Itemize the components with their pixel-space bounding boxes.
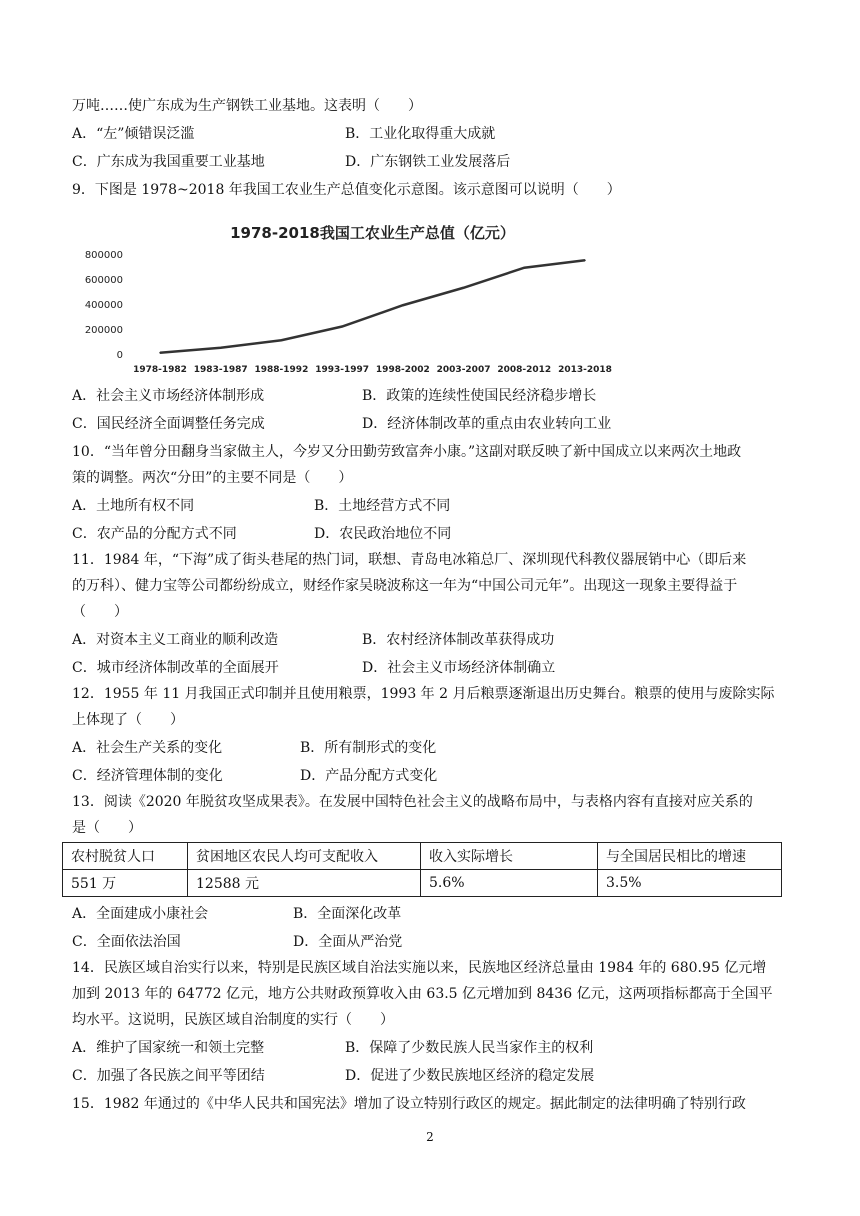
- q8-option-d: D．广东钢铁工业发展落后: [345, 154, 511, 170]
- q11-option-c: C．城市经济体制改革的全面展开: [72, 660, 279, 676]
- data-point: [341, 326, 343, 328]
- q10-stem-line2: 策的调整。两次“分田”的主要不同是（ ）: [72, 470, 353, 486]
- q14-option-c: C．加强了各民族之间平等团结: [72, 1068, 265, 1084]
- table-cell: 3.5%: [598, 870, 782, 897]
- q13-option-a: A．全面建成小康社会: [72, 906, 209, 922]
- q13-stem-line1: 13．阅读《2020 年脱贫攻坚成果表》。在发展中国特色社会主义的战略布局中，与表格内容有直接对应关系的: [72, 794, 753, 810]
- q11-option-d: D．社会主义市场经济体制确立: [362, 660, 556, 676]
- y-tick-label: 600000: [84, 275, 123, 286]
- table-header-cell: 贫困地区农民人均可支配收入: [188, 843, 421, 870]
- q11-option-b: B．农村经济体制改革获得成功: [362, 632, 555, 648]
- poverty-results-table: [62, 842, 782, 897]
- q12-stem-line1: 12．1955 年 11 月我国正式印制并且使用粮票，1993 年 2 月后粮票逐渐退出历史舞台。粮票的使用与废除实际: [72, 686, 775, 702]
- q8-stem-tail: 万吨……使广东成为生产钢铁工业基地。这表明（ ）: [72, 98, 422, 114]
- chart-plot: [84, 212, 630, 382]
- q10-stem-line1: 10．“当年曾分田翻身当家做主人，今岁又分田勤劳致富奔小康。”这副对联反映了新中国成立以来两次土地政: [72, 444, 742, 460]
- data-point: [584, 259, 586, 261]
- y-tick-label: 200000: [84, 325, 123, 336]
- q14-option-a: A．维护了国家统一和领土完整: [72, 1040, 265, 1056]
- q11-stem-line1: 11．1984 年，“下海”成了街头巷尾的热门词，联想、青岛电冰箱总厂、深圳现代科教仪器展销中心（即后来: [72, 552, 747, 568]
- y-tick-label: 800000: [84, 250, 123, 261]
- q13-option-b: B．全面深化改革: [293, 906, 402, 922]
- q10-option-b: B．土地经营方式不同: [314, 498, 451, 514]
- q14-option-d: D．促进了少数民族地区经济的稳定发展: [345, 1068, 595, 1084]
- table-cell: 12588 元: [188, 870, 421, 897]
- q14-stem-line1: 14．民族区域自治实行以来，特别是民族区域自治法实施以来，民族地区经济总量由 1984 年的 680.95 亿元增: [72, 960, 767, 976]
- x-tick-label: 1998-2002: [375, 365, 430, 375]
- q10-option-c: C．农产品的分配方式不同: [72, 526, 237, 542]
- q9-option-a: A．社会主义市场经济体制形成: [72, 388, 265, 404]
- production-value-chart: [84, 212, 630, 382]
- x-tick-label: 2013-2018: [558, 365, 612, 375]
- q12-option-b: B．所有制形式的变化: [300, 740, 437, 756]
- table-header-cell: 农村脱贫人口: [63, 843, 188, 870]
- series-line: [160, 260, 585, 353]
- table-row: [63, 870, 782, 897]
- data-point: [220, 347, 222, 349]
- q13-option-d: D．全面从严治党: [293, 934, 403, 950]
- chart-title: 1978-2018我国工农业生产总值（亿元）: [230, 224, 515, 242]
- q11-option-a: A．对资本主义工商业的顺利改造: [72, 632, 279, 648]
- table-header-cell: 收入实际增长: [421, 843, 598, 870]
- q12-option-c: C．经济管理体制的变化: [72, 768, 223, 784]
- x-tick-label: 1993-1997: [315, 365, 370, 375]
- q8-option-b: B．工业化取得重大成就: [345, 126, 496, 142]
- data-point: [281, 339, 283, 341]
- table-header-row: [63, 843, 782, 870]
- data-point: [523, 267, 525, 269]
- q13-option-c: C．全面依法治国: [72, 934, 181, 950]
- x-tick-label: 1983-1987: [193, 365, 248, 375]
- q9-option-c: C．国民经济全面调整任务完成: [72, 416, 265, 432]
- q8-option-c: C．广东成为我国重要工业基地: [72, 154, 265, 170]
- table-header-cell: 与全国居民相比的增速: [598, 843, 782, 870]
- x-tick-label: 2008-2012: [497, 365, 552, 375]
- x-tick-label: 1988-1992: [254, 365, 309, 375]
- q12-stem-line2: 上体现了（ ）: [72, 712, 184, 728]
- q10-option-d: D．农民政治地位不同: [314, 526, 452, 542]
- q14-option-b: B．保障了少数民族人民当家作主的权利: [345, 1040, 594, 1056]
- x-tick-label: 1978-1982: [133, 365, 187, 375]
- q9-stem: 9．下图是 1978~2018 年我国工农业生产总值变化示意图。该示意图可以说明（ ）: [72, 182, 621, 198]
- data-point: [402, 304, 404, 306]
- q11-stem-line2: 的万科）、健力宝等公司都纷纷成立，财经作家吴晓波称这一年为“中国公司元年”。出现这一现象主要得益于: [72, 578, 738, 594]
- q15-stem-line1: 15．1982 年通过的《中华人民共和国宪法》增加了设立特别行政区的规定。据此制定的法律明确了特别行政: [72, 1096, 746, 1112]
- q13-stem-line2: 是（ ）: [72, 820, 142, 836]
- q8-option-a: A．“左”倾错误泛滥: [72, 126, 195, 142]
- q12-option-d: D．产品分配方式变化: [300, 768, 438, 784]
- q12-option-a: A．社会生产关系的变化: [72, 740, 223, 756]
- data-point: [463, 287, 465, 289]
- q10-option-a: A．土地所有权不同: [72, 498, 195, 514]
- q11-stem-line3: （ ）: [72, 604, 128, 620]
- x-tick-label: 2003-2007: [436, 365, 491, 375]
- y-tick-label: 400000: [84, 300, 123, 311]
- q9-option-d: D．经济体制改革的重点由农业转向工业: [362, 416, 612, 432]
- q14-stem-line2: 加到 2013 年的 64772 亿元，地方公共财政预算收入由 63.5 亿元增加到 8436 亿元，这两项指标都高于全国平: [72, 986, 773, 1002]
- table-cell: 551 万: [63, 870, 188, 897]
- data-point: [159, 352, 161, 354]
- table-cell: 5.6%: [421, 870, 598, 897]
- q14-stem-line3: 均水平。这说明，民族区域自治制度的实行（ ）: [72, 1012, 394, 1028]
- y-tick-label: 0: [116, 350, 123, 361]
- q9-option-b: B．政策的连续性使国民经济稳步增长: [362, 388, 597, 404]
- page-number: 2: [426, 1130, 434, 1144]
